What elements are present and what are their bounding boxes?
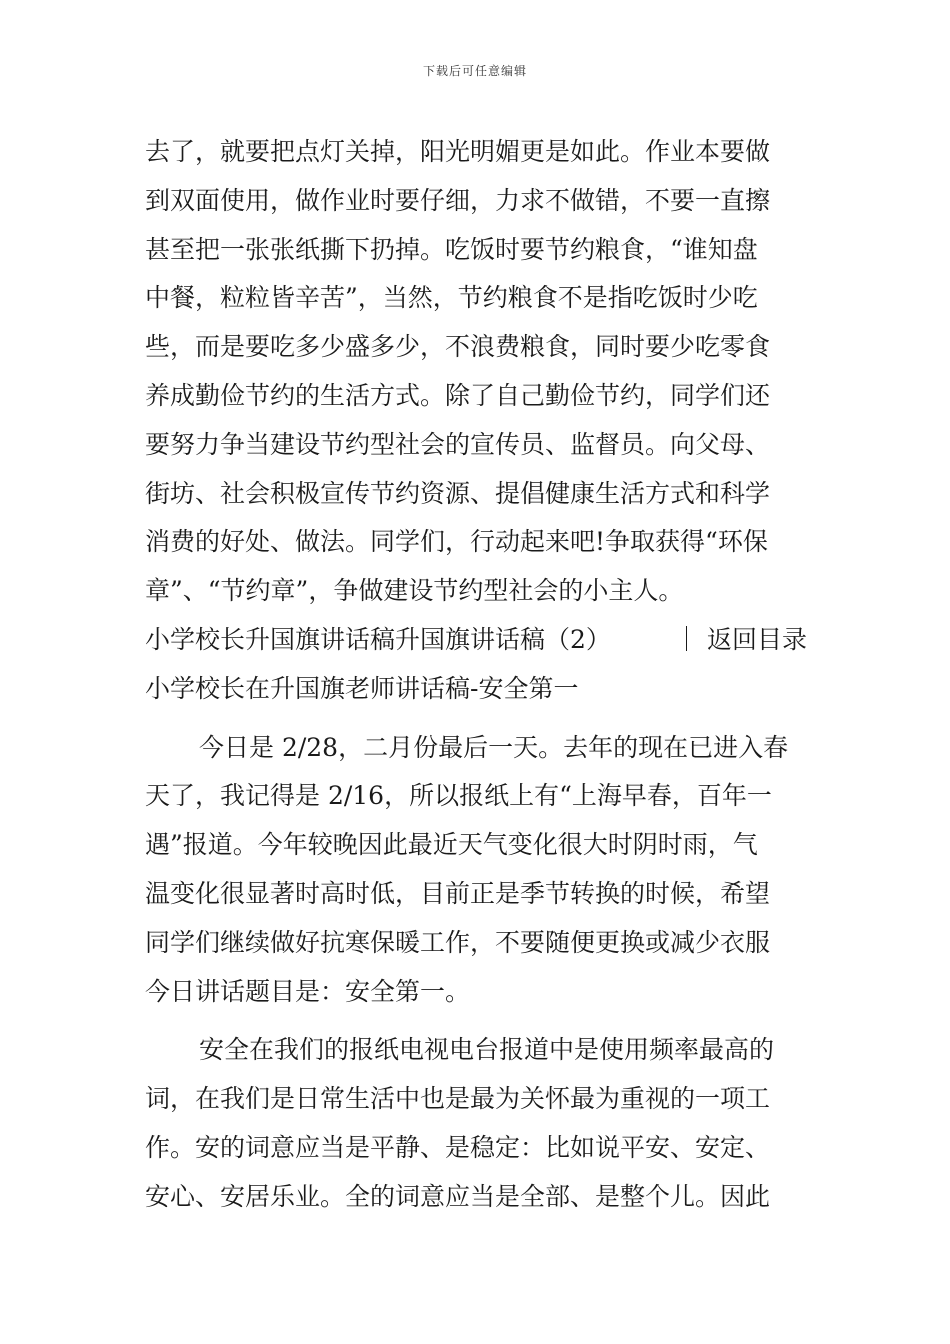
- text-line: 甚至把一张张纸撕下扔掉。吃饭时要节约粮食，“谁知盘: [145, 234, 758, 264]
- text-line: 今日讲话题目是：安全第一。: [145, 976, 471, 1006]
- text-line: 遇”报道。今年较晚因此最近天气变化很大时阴时雨，气: [145, 830, 758, 860]
- text-line: 词，在我们是日常生活中也是最为关怀最为重视的一项工: [145, 1084, 771, 1114]
- text-line: 去了，就要把点灯关掉，阳光明媚更是如此。作业本要做: [145, 137, 771, 166]
- text-line: 消费的好处、做法。同学们，行动起来吧!争取获得“环保: [145, 527, 768, 557]
- text-line: 中餐，粒粒皆辛苦”，当然，节约粮食不是指吃饭时少吃: [145, 283, 758, 313]
- section-heading: [145, 616, 807, 665]
- text-line: 今日是 2/28，二月份最后一天。去年的现在已进入春: [199, 732, 789, 762]
- paragraph-3: [145, 1026, 807, 1221]
- return-to-toc-link[interactable]: 返回目录: [706, 624, 807, 654]
- text-line: 同学们继续做好抗寒保暖工作，不要随便更换或减少衣服: [145, 927, 771, 957]
- text-line: 章”、“节约章”，争做建设节约型社会的小主人。: [145, 576, 684, 606]
- section-title: 小学校长升国旗讲话稿升国旗讲话稿（2）: [145, 624, 611, 654]
- section-subtitle: 小学校长在升国旗老师讲话稿-安全第一: [145, 673, 579, 703]
- text-line: 街坊、社会积极宣传节约资源、提倡健康生活方式和科学: [145, 478, 771, 508]
- text-line: 养成勤俭节约的生活方式。除了自己勤俭节约，同学们还: [145, 380, 771, 410]
- text-line: 要努力争当建设节约型社会的宣传员、监督员。向父母、: [145, 429, 771, 459]
- paragraph-1: [145, 128, 807, 616]
- text-line: 到双面使用，做作业时要仔细，力求不做错，不要一直擦: [145, 185, 771, 215]
- paragraph-2: [145, 724, 807, 1017]
- text-line: 安心、安居乐业。全的词意应当是全部、是整个儿。因此: [145, 1181, 771, 1211]
- text-line: 安全在我们的报纸电视电台报道中是使用频率最高的: [199, 1035, 775, 1065]
- text-line: 温变化很显著时高时低，目前正是季节转换的时候，希望: [145, 878, 771, 908]
- document-body: [145, 128, 807, 1222]
- text-line: 天了，我记得是 2/16，所以报纸上有“上海早春，百年一: [145, 781, 772, 811]
- text-line: 作。安的词意应当是平静、是稳定：比如说平安、安定、: [145, 1132, 771, 1162]
- text-line: 些，而是要吃多少盛多少，不浪费粮食，同时要少吃零食: [145, 332, 771, 362]
- heading-separator: ｜: [674, 624, 700, 654]
- page-header-note: 下载后可任意编辑: [422, 64, 527, 78]
- section-heading-right: [674, 616, 807, 665]
